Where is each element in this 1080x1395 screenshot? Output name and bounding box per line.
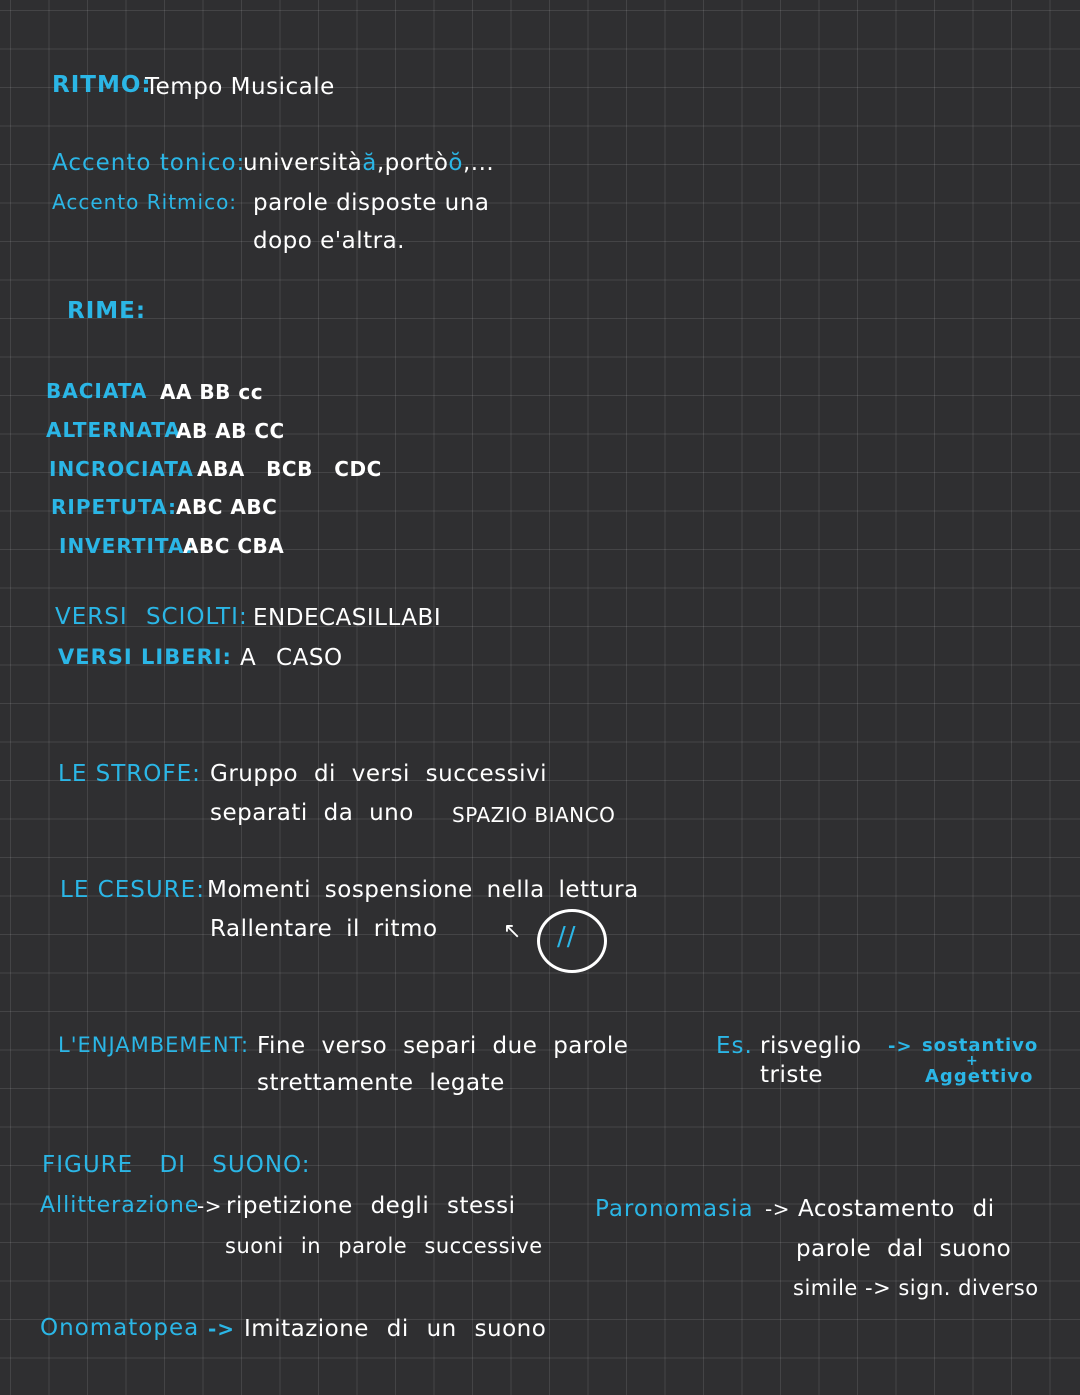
versi-liberi-value: A CASO bbox=[240, 645, 343, 671]
accento-tonico-text bbox=[243, 152, 494, 175]
rime-heading: RIME: bbox=[67, 298, 147, 324]
accento-tonico-ellipsis: ,... bbox=[462, 150, 495, 176]
enjambement-example-label: Es. bbox=[716, 1033, 753, 1059]
paronomasia-line1: Acostamento di bbox=[798, 1196, 995, 1222]
paronomasia-line2: parole dal suono bbox=[796, 1236, 1012, 1262]
cesure-arrow-icon: ↖ bbox=[503, 919, 522, 944]
cesure-line1: Momenti sospensione nella lettura bbox=[207, 877, 639, 903]
onomatopea-text: Imitazione di un suono bbox=[244, 1316, 547, 1342]
enjambement-type2: Aggettivo bbox=[925, 1066, 1034, 1087]
rima-baciata-label: BACIATA bbox=[46, 379, 148, 403]
cesure-label: LE CESURE: bbox=[60, 877, 205, 903]
accento-ritmico-line2: dopo e'altra. bbox=[253, 228, 405, 254]
enjambement-type1: sostantivo bbox=[922, 1035, 1039, 1056]
allitterazione-arrow: -> bbox=[197, 1194, 222, 1218]
rima-ripetuta-value: ABC ABC bbox=[176, 495, 278, 519]
allitterazione-line2: suoni in parole successive bbox=[225, 1234, 543, 1258]
accento-tonico-highlight1: ă bbox=[362, 150, 377, 176]
accento-ritmico-label: Accento Ritmico: bbox=[52, 190, 238, 214]
accento-tonico-label: Accento tonico: bbox=[52, 150, 246, 176]
enjambement-label: L'ENJAMBEMENT: bbox=[58, 1033, 250, 1057]
strofe-line2: separati da uno bbox=[210, 800, 414, 826]
rima-incrociata-label: INCROCIATA bbox=[49, 457, 194, 481]
accento-ritmico-line1: parole disposte una bbox=[253, 190, 490, 216]
paronomasia-arrow: -> bbox=[765, 1197, 790, 1221]
allitterazione-line1: ripetizione degli stessi bbox=[226, 1193, 516, 1219]
rima-incrociata-value: ABA BCB CDC bbox=[197, 457, 382, 481]
strofe-label: LE STROFE: bbox=[58, 761, 201, 787]
paronomasia-label: Paronomasia bbox=[595, 1196, 754, 1222]
enjambement-example-word2: triste bbox=[760, 1062, 824, 1088]
rima-invertita-label: INVERTITA: bbox=[59, 534, 194, 558]
ritmo-label: RITMO: bbox=[52, 72, 152, 98]
cesure-line2: Rallentare il ritmo bbox=[210, 916, 438, 942]
rima-ripetuta-label: RIPETUTA: bbox=[51, 495, 177, 519]
accento-tonico-word1: università bbox=[243, 150, 363, 176]
rima-invertita-value: ABC CBA bbox=[183, 534, 285, 558]
versi-sciolti-label: VERSI SCIOLTI: bbox=[55, 604, 248, 630]
strofe-spazio-bianco: SPAZIO BIANCO bbox=[452, 803, 616, 827]
rima-alternata-label: ALTERNATA bbox=[46, 418, 181, 442]
accento-tonico-highlight2: ŏ bbox=[448, 150, 463, 176]
enjambement-line1: Fine verso separi due parole bbox=[257, 1033, 629, 1059]
figure-di-suono-heading: FIGURE DI SUONO: bbox=[42, 1152, 311, 1178]
enjambement-line2: strettamente legate bbox=[257, 1070, 505, 1096]
enjambement-plus: + bbox=[966, 1053, 979, 1069]
accento-tonico-word2: ,portò bbox=[376, 150, 449, 176]
enjambement-example-arrow: -> bbox=[888, 1036, 913, 1057]
ritmo-text: Tempo Musicale bbox=[145, 74, 335, 100]
rima-baciata-value: AA BB cc bbox=[160, 380, 264, 404]
cesure-symbol: // bbox=[557, 922, 577, 952]
onomatopea-label: Onomatopea bbox=[40, 1315, 200, 1341]
strofe-line1: Gruppo di versi successivi bbox=[210, 761, 547, 787]
enjambement-example-word1: risveglio bbox=[760, 1033, 862, 1059]
allitterazione-label: Allitterazione bbox=[40, 1193, 200, 1218]
versi-sciolti-value: ENDECASILLABI bbox=[253, 605, 442, 631]
versi-liberi-label: VERSI LIBERI: bbox=[58, 645, 232, 669]
rima-alternata-value: AB AB CC bbox=[176, 419, 285, 443]
onomatopea-arrow: -> bbox=[208, 1317, 236, 1341]
paronomasia-line3: simile -> sign. diverso bbox=[793, 1276, 1039, 1300]
